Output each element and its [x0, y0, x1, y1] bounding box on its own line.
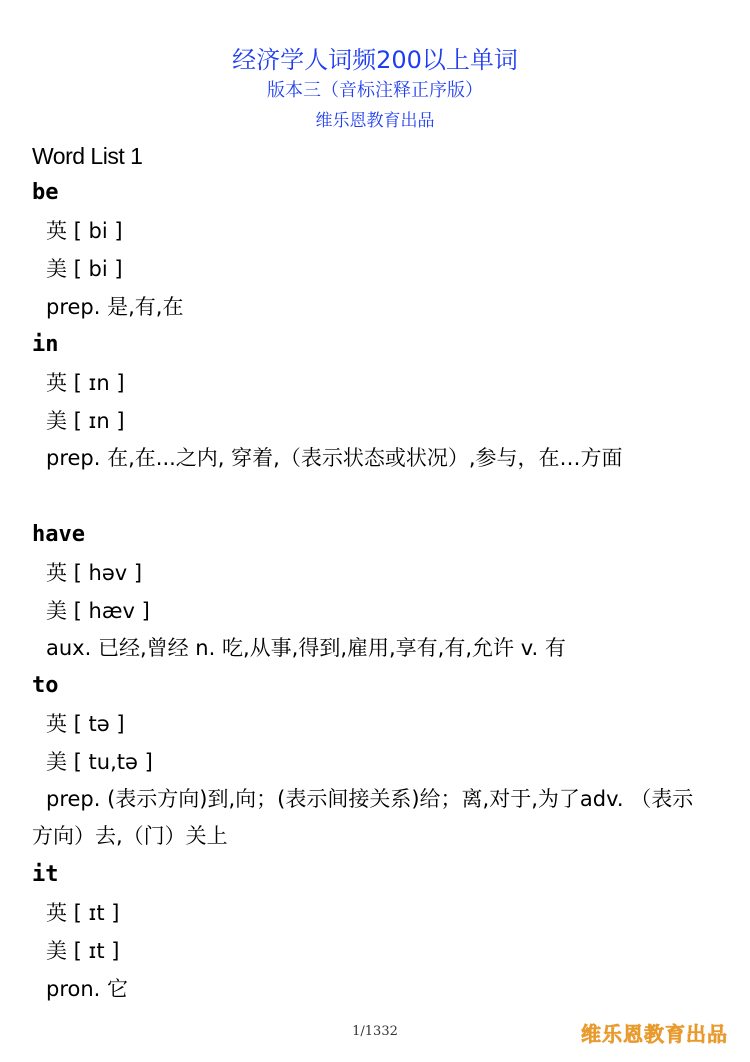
- entry-definition: prep. (表示方向)到,向；(表示间接关系)给；离,对于,为了adv. （表示方向）去,（门）关上: [32, 787, 694, 848]
- entry-word: it: [32, 862, 59, 887]
- entry-word: in: [32, 332, 59, 357]
- publisher-watermark: 维乐恩教育出品: [581, 1022, 728, 1046]
- entry-definition: prep. 在,在...之内, 穿着,（表示状态或状况）,参与，在…方面: [46, 446, 623, 470]
- entry-word: be: [32, 180, 59, 205]
- entry-uk-phonetic: 英 [ bi ]: [46, 219, 123, 243]
- entry-us-phonetic: 美 [ ɪn ]: [46, 409, 125, 433]
- entry-us-phonetic: 美 [ bi ]: [46, 257, 123, 281]
- entry-us-phonetic: 美 [ tu,tə ]: [46, 750, 153, 774]
- word-list-title: Word List 1: [32, 143, 143, 169]
- entry-definition: aux. 已经,曾经 n. 吃,从事,得到,雇用,享有,有,允许 v. 有: [46, 636, 566, 660]
- entry-uk-phonetic: 英 [ ɪt ]: [46, 901, 120, 925]
- entry-definition: prep. 是,有,在: [46, 295, 184, 319]
- document-title: 经济学人词频200以上单词: [232, 46, 518, 74]
- page-number: 1/1332: [352, 1024, 398, 1039]
- entry-definition: pron. 它: [46, 977, 129, 1001]
- entry-uk-phonetic: 英 [ ɪn ]: [46, 371, 125, 395]
- entry-us-phonetic: 美 [ hæv ]: [46, 599, 150, 623]
- document-subtitle: 版本三（音标注释正序版）: [267, 80, 483, 101]
- publisher-line: 维乐恩教育出品: [315, 111, 435, 131]
- entry-us-phonetic: 美 [ ɪt ]: [46, 939, 120, 963]
- entry-word: to: [32, 673, 59, 698]
- entry-word: have: [32, 522, 85, 547]
- entry-uk-phonetic: 英 [ tə ]: [46, 712, 125, 736]
- entry-uk-phonetic: 英 [ həv ]: [46, 561, 143, 585]
